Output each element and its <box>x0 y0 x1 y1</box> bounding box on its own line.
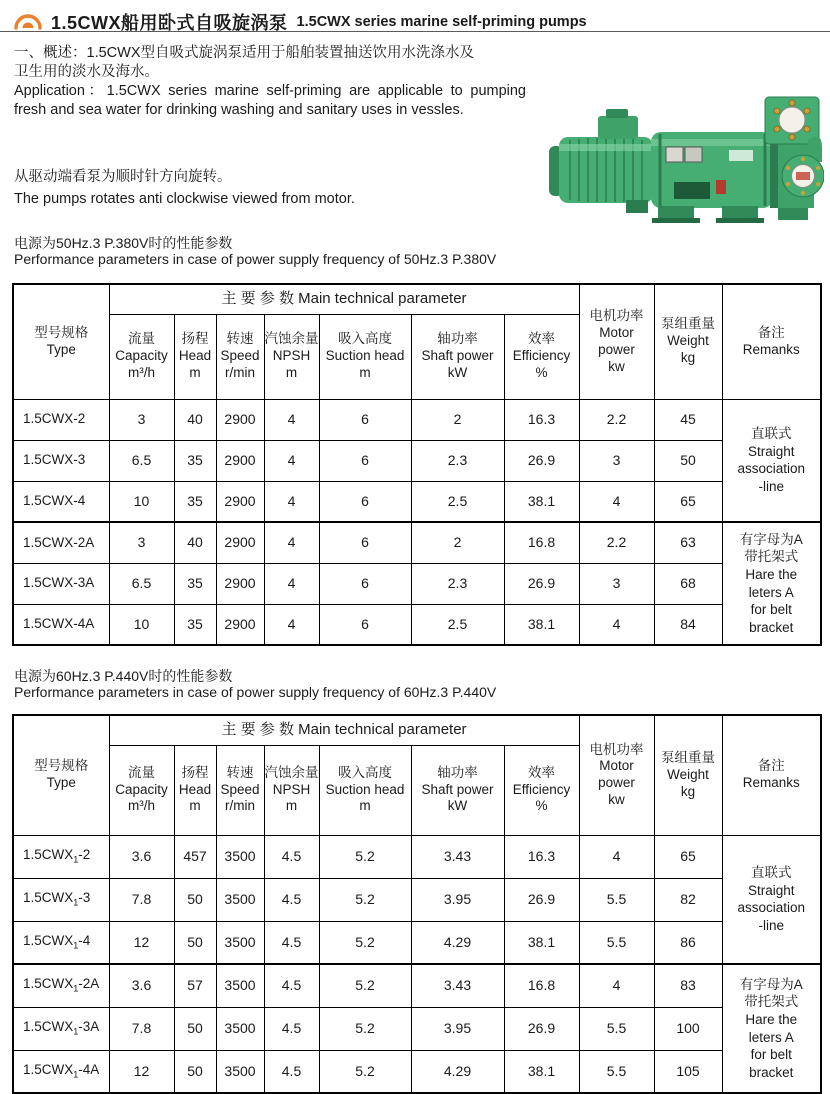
value-cell: 2900 <box>216 481 264 522</box>
param-header-line: Speed <box>220 348 260 364</box>
remark-bracket-cell <box>722 964 821 1093</box>
value-cell: 5.2 <box>319 878 411 921</box>
value-cell: 3 <box>579 440 654 481</box>
value-cell: 4 <box>579 964 654 1007</box>
motor-header-line: kw <box>608 792 625 808</box>
remarks-header-line: 备注 <box>757 324 785 340</box>
value-cell: 4.5 <box>264 1007 319 1050</box>
param-header-line: 扬程 <box>181 331 209 347</box>
value-cell: 3500 <box>216 835 264 878</box>
value-cell: 16.3 <box>504 399 579 440</box>
value-cell: 35 <box>174 440 216 481</box>
value-cell: 7.8 <box>109 1007 174 1050</box>
value-cell: 16.3 <box>504 835 579 878</box>
value-cell: 65 <box>654 835 722 878</box>
col-header-remarks <box>722 715 821 835</box>
value-cell: 6 <box>319 563 411 604</box>
remark-line: association <box>737 461 806 477</box>
page-title-en: 1.5CWX series marine self-priming pumps <box>296 14 587 30</box>
overview-paragraph-zh: 一、概述：1.5CWX型自吸式旋涡泵适用于船舶装置抽送饮用水洗涤水及卫生用的淡水及海水。 <box>14 45 474 81</box>
value-cell: 2.2 <box>579 522 654 563</box>
pump-type-cell: $1.5CWX_1-2$ <box>13 835 109 878</box>
col-header-type <box>13 715 109 835</box>
header-divider <box>0 31 830 32</box>
value-cell: 5.5 <box>579 1050 654 1093</box>
value-cell: 16.8 <box>504 522 579 563</box>
motor-header-line: 电机功率 <box>589 308 644 323</box>
param-header-line: r/min <box>225 364 255 380</box>
weight-header-line: 泵组重量 <box>661 316 715 332</box>
param-header-line: 吸入高度 <box>338 331 392 347</box>
value-cell: 4 <box>264 563 319 604</box>
value-cell: 457 <box>174 835 216 878</box>
col-header-speed <box>216 314 264 399</box>
param-header-line: 汽蚀余量 <box>264 331 319 347</box>
section2-caption-zh: 电源为60Hz.3 P.440V时的性能参数 <box>14 668 233 684</box>
remark-line: leters A <box>748 584 794 600</box>
remark-line: bracket <box>749 619 794 635</box>
value-cell: 2900 <box>216 604 264 645</box>
param-header-line: Suction head <box>325 348 405 364</box>
value-cell: 3.6 <box>109 964 174 1007</box>
value-cell: 3 <box>109 399 174 440</box>
remark-line: 直联式 <box>751 426 792 442</box>
table-row <box>13 878 821 921</box>
col-header-efficiency <box>504 745 579 835</box>
col-header-npsh <box>264 314 319 399</box>
table-row <box>13 1007 821 1050</box>
value-cell: 2900 <box>216 563 264 604</box>
value-cell: 4 <box>264 522 319 563</box>
param-header-line: m <box>285 798 298 814</box>
param-header-line: % <box>535 798 548 814</box>
rotation-note-en: The pumps rotates anti clockwise viewed from motor. <box>14 191 355 207</box>
perf-table <box>12 283 822 646</box>
header-row-group <box>13 284 821 314</box>
value-cell: 68 <box>654 563 722 604</box>
param-header-line: % <box>535 364 548 380</box>
value-cell: 2.3 <box>411 440 504 481</box>
value-cell: 4 <box>579 835 654 878</box>
perf-table <box>12 714 822 1094</box>
remark-line: Hare the <box>745 1011 798 1027</box>
value-cell: 3.43 <box>411 964 504 1007</box>
col-header-head <box>174 314 216 399</box>
value-cell: 50 <box>174 1050 216 1093</box>
param-header-line: m <box>189 364 201 380</box>
remark-line: Straight <box>747 882 795 898</box>
pump-type-cell: $1.5CWX_1-3A$ <box>13 1007 109 1050</box>
weight-header-line: kg <box>680 783 696 799</box>
table-row <box>13 440 821 481</box>
value-cell: 86 <box>654 921 722 964</box>
value-cell: 26.9 <box>504 440 579 481</box>
motor-header-line: kw <box>608 358 625 374</box>
remark-line: for belt <box>750 1047 792 1063</box>
value-cell: 4.5 <box>264 878 319 921</box>
pump-type-cell: 1.5CWX-4 <box>13 481 109 522</box>
param-header-line: 转速 <box>226 764 254 780</box>
remark-line: 直联式 <box>751 865 792 881</box>
param-header-line: 汽蚀余量 <box>264 764 319 780</box>
col-header-remarks <box>722 284 821 399</box>
value-cell: 4.5 <box>264 964 319 1007</box>
value-cell: 38.1 <box>504 481 579 522</box>
value-cell: 100 <box>654 1007 722 1050</box>
table-row <box>13 964 821 1007</box>
pump-type-cell: 1.5CWX-3 <box>13 440 109 481</box>
value-cell: 50 <box>174 1007 216 1050</box>
remark-line: leters A <box>748 1029 794 1045</box>
page-title-zh: 1.5CWX船用卧式自吸旋涡泵 <box>51 13 288 33</box>
col-header-motor-power <box>579 715 654 835</box>
pump-type-cell: $1.5CWX_1-4A$ <box>13 1050 109 1093</box>
value-cell: 50 <box>174 878 216 921</box>
table-row <box>13 921 821 964</box>
type-header-line: Type <box>46 341 76 357</box>
param-header-line: Shaft power <box>421 781 494 797</box>
performance-table-60hz <box>12 714 822 1094</box>
col-header-suction-head <box>319 314 411 399</box>
value-cell: 6 <box>319 440 411 481</box>
type-header-line: Type <box>46 775 76 791</box>
table-row <box>13 835 821 878</box>
col-header-capacity <box>109 745 174 835</box>
pump-type-cell: $1.5CWX_1-3$ <box>13 878 109 921</box>
param-header-line: 流量 <box>128 764 155 780</box>
value-cell: 82 <box>654 878 722 921</box>
param-header-line: Capacity <box>115 348 168 364</box>
remark-line: bracket <box>749 1064 794 1080</box>
value-cell: 4 <box>264 440 319 481</box>
pump-type-cell: $1.5CWX_1-4$ <box>13 921 109 964</box>
param-header-line: m³/h <box>128 798 155 814</box>
value-cell: 2 <box>411 399 504 440</box>
pump-type-cell: 1.5CWX-2 <box>13 399 109 440</box>
weight-header-line: 泵组重量 <box>661 749 715 765</box>
value-cell: 3500 <box>216 878 264 921</box>
value-cell: 2900 <box>216 522 264 563</box>
value-cell: 5.2 <box>319 1007 411 1050</box>
value-cell: 4.29 <box>411 1050 504 1093</box>
value-cell: 26.9 <box>504 1007 579 1050</box>
value-cell: 35 <box>174 563 216 604</box>
param-header-line: Efficiency <box>512 348 571 364</box>
value-cell: 2.5 <box>411 481 504 522</box>
remark-line: -line <box>758 478 784 494</box>
value-cell: 3.6 <box>109 835 174 878</box>
value-cell: 2 <box>411 522 504 563</box>
main-parameter-group-header: 主 要 参 数 Main technical parameter <box>109 284 579 314</box>
coupling-housing <box>651 132 773 223</box>
value-cell: 35 <box>174 604 216 645</box>
value-cell: 12 <box>109 921 174 964</box>
section1-caption-en: Performance parameters in case of power supply frequency of 50Hz.3 P.380V <box>14 251 497 267</box>
value-cell: 5.5 <box>579 1007 654 1050</box>
main-parameter-group-header: 主 要 参 数 Main technical parameter <box>109 715 579 745</box>
value-cell: 2900 <box>216 440 264 481</box>
param-header-line: Head <box>178 781 212 797</box>
param-header-line: Head <box>178 348 212 364</box>
value-cell: 4.29 <box>411 921 504 964</box>
param-header-line: m <box>285 364 298 380</box>
remark-line: -line <box>758 917 784 933</box>
value-cell: 2.3 <box>411 563 504 604</box>
header-row-group <box>13 715 821 745</box>
value-cell: 65 <box>654 481 722 522</box>
param-header-line: m³/h <box>128 364 155 380</box>
col-header-efficiency <box>504 314 579 399</box>
remark-line: 带托架式 <box>744 549 799 565</box>
param-header-line: r/min <box>225 798 255 814</box>
value-cell: 4 <box>264 481 319 522</box>
param-header-line: Efficiency <box>512 781 571 797</box>
value-cell: 3500 <box>216 964 264 1007</box>
param-header-line: Suction head <box>325 781 405 797</box>
remark-straight-cell <box>722 399 821 522</box>
value-cell: 63 <box>654 522 722 563</box>
value-cell: 5.2 <box>319 1050 411 1093</box>
value-cell: 4.5 <box>264 835 319 878</box>
remarks-header-line: 备注 <box>757 758 785 774</box>
table-row <box>13 522 821 563</box>
value-cell: 3500 <box>216 1050 264 1093</box>
weight-header-line: Weight <box>667 766 709 782</box>
value-cell: 38.1 <box>504 604 579 645</box>
motor-header-line: Motor power <box>598 758 635 791</box>
col-header-type <box>13 284 109 399</box>
value-cell: 40 <box>174 399 216 440</box>
value-cell: 16.8 <box>504 964 579 1007</box>
pump-product-photo <box>546 92 824 226</box>
value-cell: 38.1 <box>504 921 579 964</box>
application-paragraph-en: Application：1.5CWX series marine self-priming are applicable to pumping fresh and sea water for drinking washing and sanitary uses in vessles. <box>14 83 526 119</box>
table-row <box>13 563 821 604</box>
value-cell: 2.5 <box>411 604 504 645</box>
value-cell: 26.9 <box>504 563 579 604</box>
table-row <box>13 1050 821 1093</box>
param-header-line: m <box>359 364 371 380</box>
value-cell: 10 <box>109 604 174 645</box>
param-header-line: m <box>189 798 201 814</box>
table-row <box>13 604 821 645</box>
col-header-npsh <box>264 745 319 835</box>
value-cell: 40 <box>174 522 216 563</box>
remark-line: Straight <box>747 443 795 459</box>
value-cell: 6 <box>319 522 411 563</box>
param-header-line: 效率 <box>528 331 555 347</box>
value-cell: 6.5 <box>109 563 174 604</box>
section2-caption-en: Performance parameters in case of power supply frequency of 60Hz.3 P.440V <box>14 684 497 700</box>
value-cell: 4 <box>579 481 654 522</box>
param-header-line: 效率 <box>528 764 555 780</box>
remark-line: 带托架式 <box>744 994 799 1010</box>
value-cell: 50 <box>174 921 216 964</box>
param-header-line: kW <box>447 798 468 814</box>
remark-line: 有字母为A <box>739 531 803 547</box>
motor-header-line: 电机功率 <box>589 741 644 757</box>
value-cell: 3 <box>109 522 174 563</box>
param-header-line: kW <box>447 364 468 380</box>
col-header-capacity <box>109 314 174 399</box>
value-cell: 45 <box>654 399 722 440</box>
pump-type-cell: 1.5CWX-3A <box>13 563 109 604</box>
remark-line: for belt <box>750 602 792 618</box>
type-header-line: 型号规格 <box>34 758 89 774</box>
remark-line: Hare the <box>745 566 798 582</box>
param-header-line: 转速 <box>226 331 254 347</box>
remark-straight-cell <box>722 835 821 964</box>
param-header-line: Capacity <box>115 781 168 797</box>
value-cell: 26.9 <box>504 878 579 921</box>
param-header-line: 吸入高度 <box>338 764 392 780</box>
param-header-line: 流量 <box>128 331 155 347</box>
col-header-shaft-power <box>411 745 504 835</box>
value-cell: 4 <box>264 604 319 645</box>
param-header-line: NPSH <box>272 781 311 797</box>
value-cell: 83 <box>654 964 722 1007</box>
param-header-line: 轴功率 <box>437 331 478 347</box>
value-cell: 5.2 <box>319 921 411 964</box>
weight-header-line: kg <box>680 350 696 366</box>
param-header-line: NPSH <box>272 348 311 364</box>
remark-bracket-cell <box>722 522 821 645</box>
value-cell: 3500 <box>216 921 264 964</box>
value-cell: 2900 <box>216 399 264 440</box>
table-row <box>13 399 821 440</box>
param-header-line: 轴功率 <box>437 764 478 780</box>
col-header-weight <box>654 284 722 399</box>
performance-table-50hz <box>12 283 822 646</box>
value-cell: 6 <box>319 481 411 522</box>
type-header-line: 型号规格 <box>34 324 89 340</box>
remarks-header-line: Remanks <box>742 775 800 791</box>
value-cell: 7.8 <box>109 878 174 921</box>
section1-caption-zh: 电源为50Hz.3 P.380V时的性能参数 <box>14 235 233 251</box>
value-cell: 35 <box>174 481 216 522</box>
value-cell: 2.2 <box>579 399 654 440</box>
value-cell: 12 <box>109 1050 174 1093</box>
value-cell: 84 <box>654 604 722 645</box>
table-row <box>13 481 821 522</box>
motor-header-line: Motor power <box>598 324 635 357</box>
col-header-shaft-power <box>411 314 504 399</box>
pump-type-cell: $1.5CWX_1-2A$ <box>13 964 109 1007</box>
value-cell: 5.5 <box>579 921 654 964</box>
remark-line: 有字母为A <box>739 976 803 992</box>
value-cell: 5.2 <box>319 835 411 878</box>
remark-line: association <box>737 900 806 916</box>
value-cell: 3 <box>579 563 654 604</box>
value-cell: 38.1 <box>504 1050 579 1093</box>
value-cell: 50 <box>654 440 722 481</box>
value-cell: 5.5 <box>579 878 654 921</box>
value-cell: 3.95 <box>411 1007 504 1050</box>
param-header-line: 扬程 <box>181 764 209 780</box>
value-cell: 4.5 <box>264 921 319 964</box>
col-header-motor-power <box>579 284 654 399</box>
col-header-suction-head <box>319 745 411 835</box>
value-cell: 6.5 <box>109 440 174 481</box>
value-cell: 10 <box>109 481 174 522</box>
value-cell: 3500 <box>216 1007 264 1050</box>
col-header-speed <box>216 745 264 835</box>
value-cell: 6 <box>319 399 411 440</box>
rotation-note-zh: 从驱动端看泵为顺时针方向旋转。 <box>14 169 232 185</box>
param-header-line: Speed <box>220 781 260 797</box>
value-cell: 4 <box>579 604 654 645</box>
pump-type-cell: 1.5CWX-2A <box>13 522 109 563</box>
motor <box>549 109 653 213</box>
value-cell: 5.2 <box>319 964 411 1007</box>
value-cell: 105 <box>654 1050 722 1093</box>
value-cell: 6 <box>319 604 411 645</box>
col-header-head <box>174 745 216 835</box>
pump-type-cell: 1.5CWX-4A <box>13 604 109 645</box>
col-header-weight <box>654 715 722 835</box>
param-header-line: m <box>359 798 371 814</box>
param-header-line: Shaft power <box>421 348 494 364</box>
value-cell: 3.43 <box>411 835 504 878</box>
value-cell: 4 <box>264 399 319 440</box>
value-cell: 4.5 <box>264 1050 319 1093</box>
value-cell: 3.95 <box>411 878 504 921</box>
remarks-header-line: Remanks <box>742 341 800 357</box>
value-cell: 57 <box>174 964 216 1007</box>
brand-sun-arc-icon <box>14 13 42 31</box>
weight-header-line: Weight <box>667 333 709 349</box>
